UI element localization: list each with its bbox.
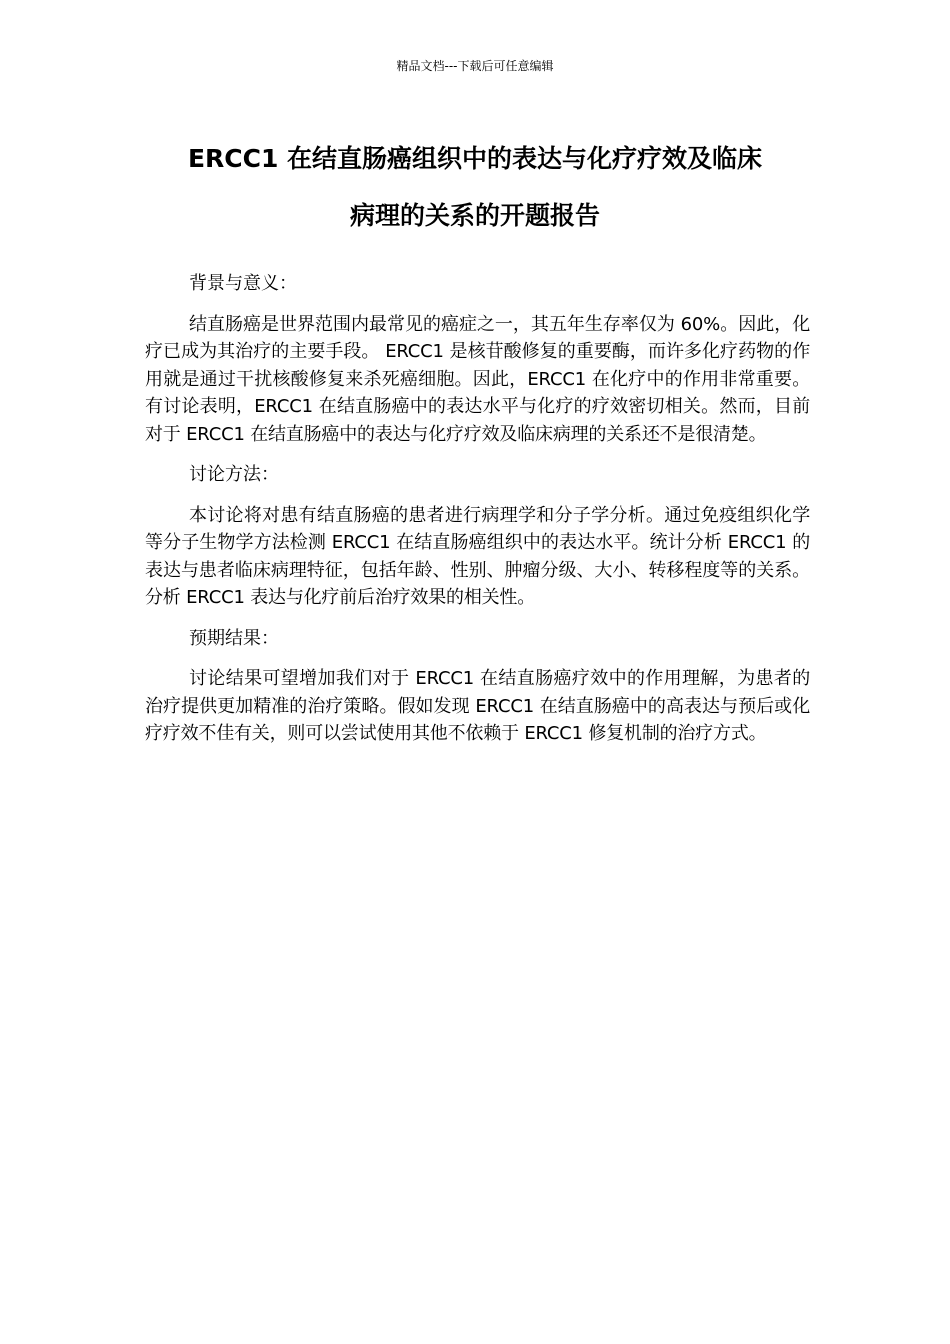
document-body <box>145 270 810 761</box>
section-paragraph-methods: 本讨论将对患有结直肠癌的患者进行病理学和分子学分析。通过免疫组织化学等分子生物学方法检测 ERCC1 在结直肠癌组织中的表达水平。统计分析 ERCC1 的表达与患者临床病理特征，包括年龄、性别、肿瘤分级、大小、转移程度等的关系。分析 ERCC1 表达与化疗前后治疗效果的相关性。 <box>145 504 810 608</box>
section-heading-background: 背景与意义： <box>189 273 297 294</box>
document-title-line-2: 病理的关系的开题报告 <box>349 201 600 230</box>
section-heading-expected-results: 预期结果： <box>189 627 279 649</box>
header-note: 精品文档---下载后可任意编辑 <box>396 59 554 73</box>
section-paragraph-expected-results: 讨论结果可望增加我们对于 ERCC1 在结直肠癌疗效中的作用理解，为患者的治疗提供更加精准的治疗策略。假如发现 ERCC1 在结直肠癌中的高表达与预后或化疗疗效不佳有关，则可以尝试使用其他不依赖于 ERCC1 修复机制的治疗方式。 <box>145 668 810 744</box>
document-title-line-1: ERCC1 在结直肠癌组织中的表达与化疗疗效及临床 <box>187 144 763 173</box>
document-title <box>145 130 805 244</box>
section-heading-methods: 讨论方法： <box>189 464 279 485</box>
section-paragraph-background: 结直肠癌是世界范围内最常见的癌症之一，其五年生存率仅为 60%。因此，化疗已成为其治疗的主要手段。 ERCC1 是核苷酸修复的重要酶，而许多化疗药物的作用就是通过干扰核酸修复来杀死癌细胞。因此，ERCC1 在化疗中的作用非常重要。有讨论表明，ERCC1 在结直肠癌中的表达水平与化疗的疗效密切相关。然而，目前对于 ERCC1 在结直肠癌中的表达与化疗疗效及临床病理的关系还不是很清楚。 <box>145 313 810 445</box>
